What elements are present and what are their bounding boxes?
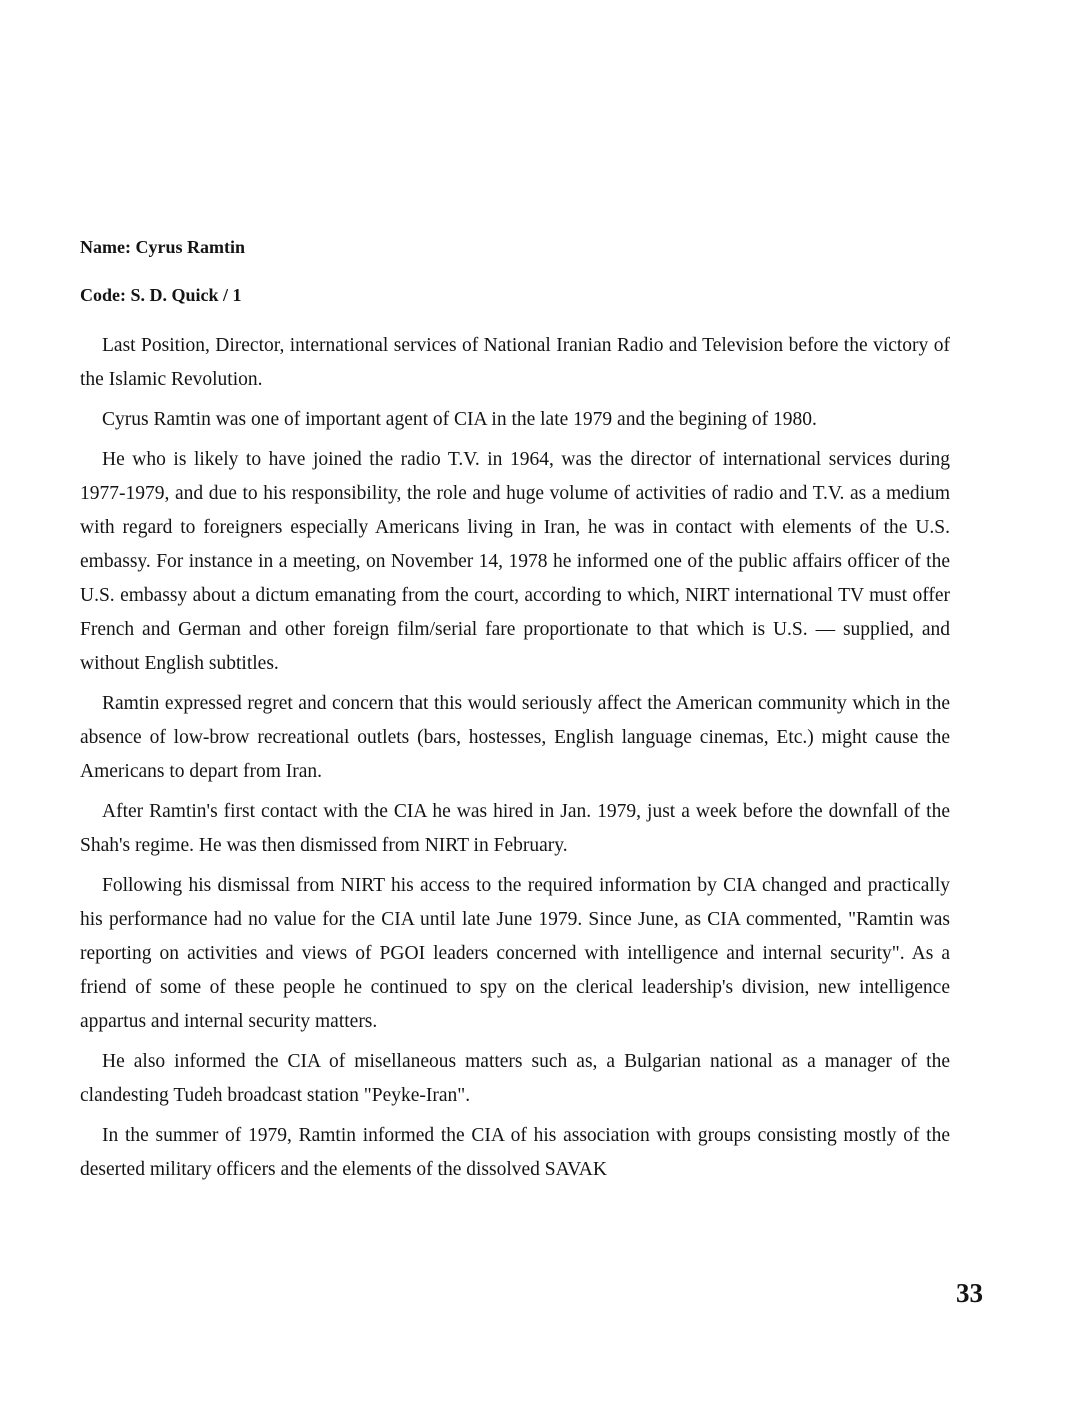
name-value: Cyrus Ramtin bbox=[135, 237, 245, 257]
paragraph: Cyrus Ramtin was one of important agent of CIA in the late 1979 and the begining of 1980. bbox=[102, 409, 817, 430]
document-body bbox=[80, 233, 950, 1193]
name-field bbox=[80, 233, 950, 261]
paragraph: Following his dismissal from NIRT his access to the required information by CIA changed and practically his performance had no value for the CIA until late June 1979. Since June, as CIA commented, "Ramtin was reporting on activities and views of PGOI leaders concerned with intelligence and internal security". As a friend of some of these people he continued to spy on the clerical leadership's division, new intelligence appartus and internal security matters. bbox=[80, 875, 950, 1032]
paragraph: He who is likely to have joined the radio T.V. in 1964, was the director of international services during 1977-1979, and due to his responsibility, the role and huge volume of activities of radio and T.V. as a medium with regard to foreigners especially Americans living in Iran, he was in contact with elements of the U.S. embassy. For instance in a meeting, on November 14, 1978 he informed one of the public affairs officer of the U.S. embassy about a dictum emanating from the court, according to which, NIRT international TV must offer French and German and other foreign film/serial fare proportionate to that which is U.S. — supplied, and without English subtitles. bbox=[80, 449, 950, 674]
paragraph: He also informed the CIA of misellaneous matters such as, a Bulgarian national as a manager of the clandesting Tudeh broadcast station "Peyke-Iran". bbox=[80, 1051, 950, 1106]
paragraphs bbox=[80, 329, 950, 1187]
paragraph: After Ramtin's first contact with the CIA he was hired in Jan. 1979, just a week before the downfall of the Shah's regime. He was then dismissed from NIRT in February. bbox=[80, 801, 950, 856]
paragraph: Last Position, Director, international services of National Iranian Radio and Television before the victory of the Islamic Revolution. bbox=[80, 335, 950, 390]
code-label: Code: bbox=[80, 285, 126, 305]
code-value: S. D. Quick / 1 bbox=[130, 285, 242, 305]
paragraph: In the summer of 1979, Ramtin informed the CIA of his association with groups consisting mostly of the deserted military officers and the elements of the dissolved SAVAK bbox=[80, 1125, 950, 1180]
code-field bbox=[80, 281, 950, 309]
name-label: Name: bbox=[80, 237, 131, 257]
paragraph: Ramtin expressed regret and concern that this would seriously affect the American community which in the absence of low-brow recreational outlets (bars, hostesses, English language cinemas, Etc.) might cause the Americans to depart from Iran. bbox=[80, 693, 950, 782]
page-number: 33 bbox=[956, 1278, 983, 1308]
